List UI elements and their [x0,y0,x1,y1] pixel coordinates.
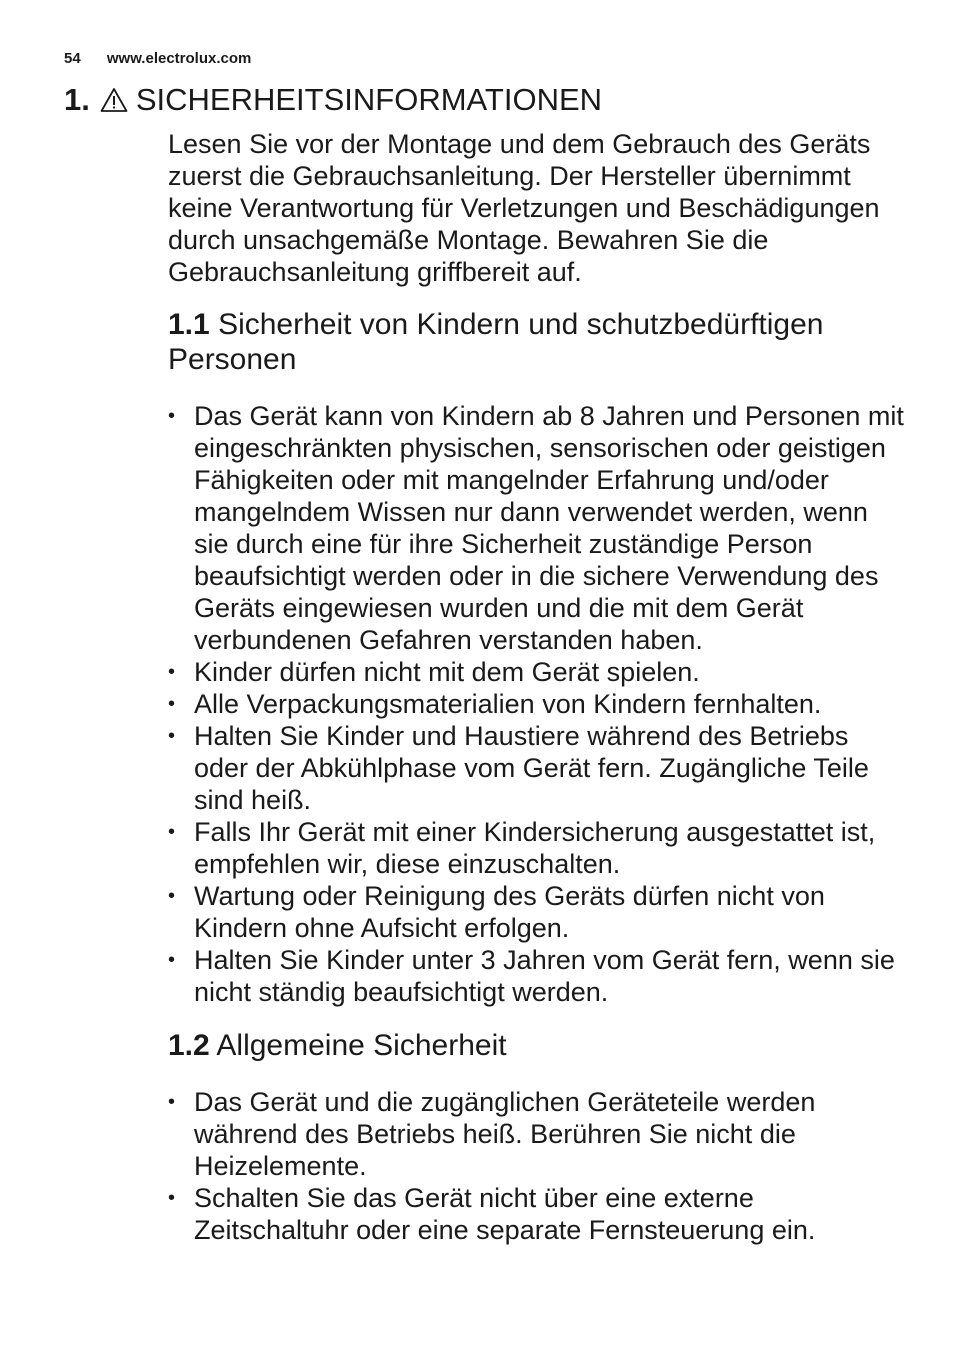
chapter-title-text: SICHERHEITSINFORMATIONEN [135,82,603,117]
page-header [64,50,251,67]
section-general-safety [168,1028,908,1246]
section-heading [168,307,908,377]
list-item: • Wartung oder Reinigung des Geräts dürfen nicht von Kindern ohne Aufsicht erfolgen. [168,880,908,944]
list-item: • Halten Sie Kinder und Haustiere während des Betriebs oder der Abkühlphase vom Gerät fern. Zugängliche Teile sind heiß. [168,720,908,816]
bullet-list [168,1086,908,1246]
section-title: Allgemeine Sicherheit [216,1029,507,1062]
list-item: • Halten Sie Kinder unter 3 Jahren vom Gerät fern, wenn sie nicht ständig beaufsichtigt werden. [168,944,908,1008]
chapter-number: 1. [64,82,90,117]
section-heading [168,1028,908,1063]
list-item: • Kinder dürfen nicht mit dem Gerät spielen. [168,656,908,688]
bullet-list [168,400,908,1008]
main-content [168,128,908,1246]
intro-paragraph [168,128,908,288]
section-child-safety [168,307,908,1008]
section-title: Sicherheit von Kindern und schutzbedürftigen Personen [168,308,824,376]
warning-triangle-icon [100,85,128,111]
website-url: www.electrolux.com [106,50,252,67]
section-number: 1.2 [168,1029,210,1062]
list-item: • Das Gerät und die zugänglichen Geräteteile werden während des Betriebs heiß. Berühren Sie nicht die Heizelemente. [168,1086,908,1182]
intro-text: Lesen Sie vor der Montage und dem Gebrauch des Geräts zuerst die Gebrauchsanleitung. Der Hersteller übernimmt keine Verantwortung für Verletzungen und Beschädigungen durch unsachgemäße Montage. Bewahren Sie die Gebrauchsanleitung griffbereit auf. [168,129,880,287]
list-item: • Schalten Sie das Gerät nicht über eine externe Zeitschaltuhr oder eine separate Fernsteuerung ein. [168,1182,908,1246]
page-number: 54 [64,50,81,67]
list-item: • Falls Ihr Gerät mit einer Kindersicherung ausgestattet ist, empfehlen wir, diese einzuschalten. [168,816,908,880]
section-number: 1.1 [168,308,210,341]
list-item: • Das Gerät kann von Kindern ab 8 Jahren und Personen mit eingeschränkten physischen, sensorischen oder geistigen Fähigkeiten oder mit mangelnder Erfahrung und/oder mangelndem Wissen nur dann verwendet werden, wenn sie durch eine für ihre Sicherheit zuständige Person beaufsichtigt werden oder in die sichere Verwendung des Geräts eingewiesen wurden und die mit dem Gerät verbundenen Gefahren verstanden haben. [168,400,908,656]
list-item: • Alle Verpackungsmaterialien von Kindern fernhalten. [168,688,908,720]
chapter-title [64,82,602,118]
